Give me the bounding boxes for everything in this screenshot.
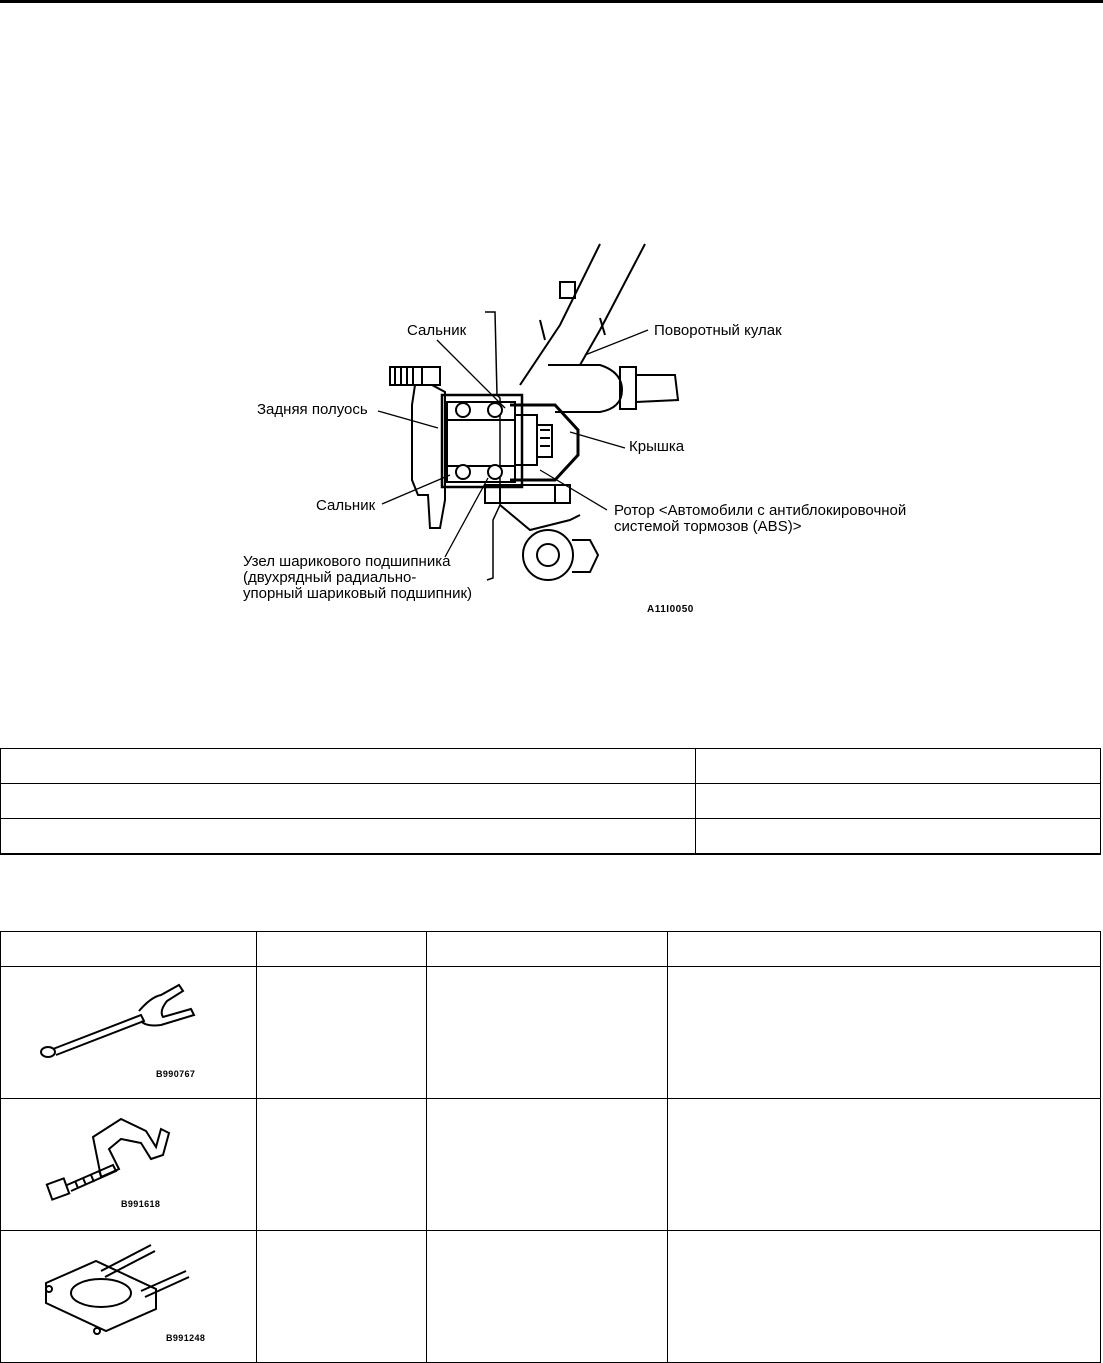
- tool-code: B991248: [166, 1333, 206, 1343]
- bearing-separator-icon: [1, 1231, 256, 1357]
- header-cell: [1, 932, 257, 967]
- tool-image-cell: [1, 1099, 257, 1231]
- label-knuckle: Поворотный кулак: [654, 322, 782, 339]
- label-rotor-line2: системой тормозов (ABS)>: [614, 518, 802, 535]
- label-bearing-line2: (двухрядный радиально-: [243, 569, 417, 586]
- spec-table: [0, 748, 1101, 855]
- table-cell: [257, 1231, 427, 1363]
- label-seal-top: Сальник: [407, 322, 467, 339]
- table-cell: [257, 967, 427, 1099]
- figure-code: A11I0050: [647, 604, 694, 615]
- tool-image-cell: [1, 1231, 257, 1363]
- tool-code: B991618: [121, 1199, 161, 1209]
- table-cell: [696, 749, 1101, 784]
- label-bearing-line1: Узел шарикового подшипника: [243, 553, 451, 570]
- table-row: [1, 784, 1101, 819]
- label-rotor-line1: Ротор <Автомобили с антиблокировочной: [614, 502, 907, 519]
- table-cell: [696, 784, 1101, 819]
- table-cell: [1, 784, 696, 819]
- knuckle-arm-right-edge: [580, 244, 645, 365]
- header-cell: [668, 932, 1101, 967]
- table-header-row: [1, 932, 1101, 967]
- label-seal-bottom: Сальник: [316, 497, 376, 514]
- table-cell: [1, 749, 696, 784]
- table-cell: [427, 967, 668, 1099]
- table-row: [1, 1231, 1101, 1363]
- tool-code: B990767: [156, 1069, 196, 1079]
- table-row: [1, 967, 1101, 1099]
- table-cell: [427, 1231, 668, 1363]
- label-bearing-line3: упорный шариковый подшипник): [243, 585, 473, 602]
- tools-table: [0, 931, 1101, 1363]
- knuckle-tab: [560, 282, 575, 298]
- header-cell: [257, 932, 427, 967]
- table-row: [1, 1099, 1101, 1231]
- table-cell: [668, 1099, 1101, 1231]
- table-row: [1, 819, 1101, 855]
- label-rear-axle: Задняя полуось: [257, 401, 368, 418]
- table-cell: [668, 1231, 1101, 1363]
- label-cover: Крышка: [629, 438, 685, 455]
- table-cell: [668, 967, 1101, 1099]
- header-cell: [427, 932, 668, 967]
- tool-image-cell: [1, 967, 257, 1099]
- table-cell: [427, 1099, 668, 1231]
- spanner-wrench-icon: [1, 967, 256, 1093]
- table-row: [1, 749, 1101, 784]
- knuckle-arm-left-edge: [520, 244, 600, 385]
- table-cell: [257, 1099, 427, 1231]
- table-cell: [1, 819, 696, 855]
- table-cell: [696, 819, 1101, 855]
